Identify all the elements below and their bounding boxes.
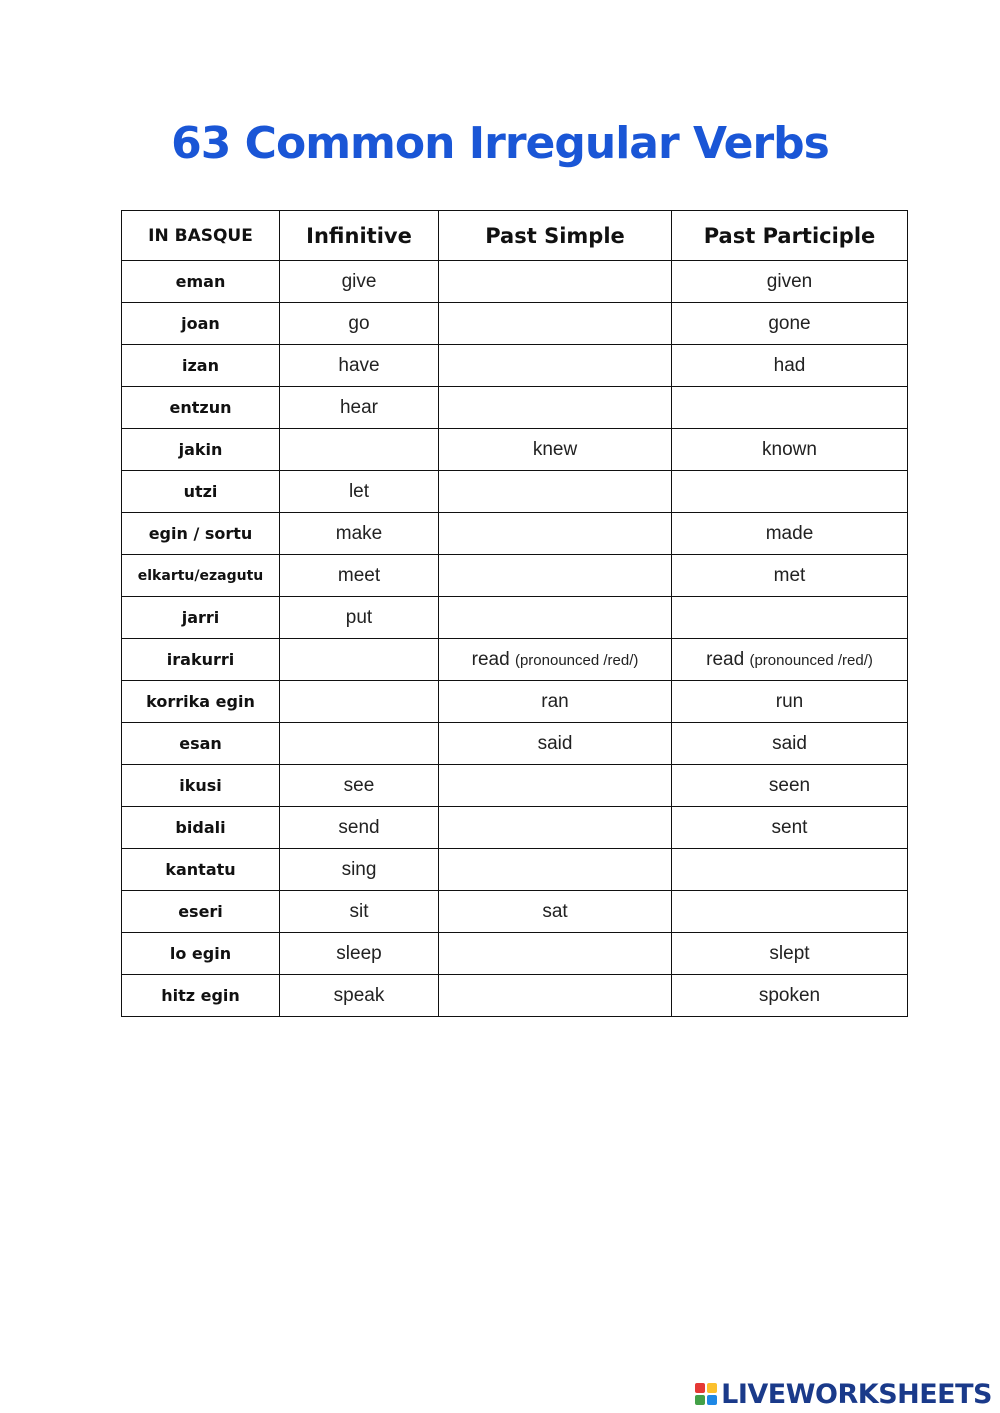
cell-basque: korrika egin — [122, 681, 280, 723]
past-simple-value: ran — [541, 690, 569, 712]
table-row — [122, 723, 908, 765]
cell-past-simple — [439, 429, 672, 471]
cell-infinitive: hear — [280, 387, 439, 429]
cell-basque: elkartu/ezagutu — [122, 555, 280, 597]
cell-past-simple — [439, 345, 672, 387]
cell-past-participle — [672, 975, 908, 1017]
past-participle-value: gone — [768, 312, 811, 334]
past-participle-value: run — [775, 690, 804, 712]
past-participle-value: seen — [768, 774, 811, 796]
past-participle-value: read — [706, 648, 745, 670]
cell-past-participle — [672, 723, 908, 765]
cell-basque: irakurri — [122, 639, 280, 681]
cell-infinitive — [280, 429, 439, 471]
cell-basque: hitz egin — [122, 975, 280, 1017]
table-row — [122, 681, 908, 723]
cell-basque: entzun — [122, 387, 280, 429]
table-row — [122, 555, 908, 597]
liveworksheets-logo-icon — [695, 1383, 717, 1405]
cell-past-participle — [672, 303, 908, 345]
table-row — [122, 639, 908, 681]
table-row — [122, 513, 908, 555]
page-title: 63 Common Irregular Verbs — [171, 118, 829, 169]
table-header-row — [122, 211, 908, 261]
cell-past-simple — [439, 471, 672, 513]
table-row — [122, 345, 908, 387]
cell-past-participle — [672, 429, 908, 471]
cell-infinitive: sing — [280, 849, 439, 891]
cell-basque: utzi — [122, 471, 280, 513]
past-simple-value: said — [537, 732, 573, 754]
table-row — [122, 429, 908, 471]
past-participle-value: said — [772, 732, 807, 754]
verbs-table — [121, 210, 908, 1017]
table-row — [122, 303, 908, 345]
past-simple-value: read — [471, 648, 510, 670]
cell-past-simple — [439, 765, 672, 807]
past-participle-value: known — [762, 438, 817, 460]
cell-infinitive — [280, 681, 439, 723]
verbs-table-body — [122, 261, 908, 1017]
table-row — [122, 765, 908, 807]
past-participle-value: given — [766, 270, 813, 292]
cell-basque: izan — [122, 345, 280, 387]
table-row — [122, 933, 908, 975]
past-participle-note: (pronounced /red/) — [749, 651, 873, 669]
past-simple-value: sat — [542, 900, 568, 922]
cell-past-simple — [439, 933, 672, 975]
cell-infinitive: sleep — [280, 933, 439, 975]
cell-past-simple — [439, 975, 672, 1017]
cell-past-participle — [672, 807, 908, 849]
cell-past-participle — [672, 681, 908, 723]
cell-infinitive — [280, 639, 439, 681]
cell-infinitive: go — [280, 303, 439, 345]
cell-infinitive: make — [280, 513, 439, 555]
cell-infinitive: let — [280, 471, 439, 513]
table-row — [122, 975, 908, 1017]
table-row — [122, 849, 908, 891]
cell-basque: bidali — [122, 807, 280, 849]
liveworksheets-logo — [695, 1379, 992, 1409]
cell-past-simple — [439, 303, 672, 345]
cell-basque: esan — [122, 723, 280, 765]
cell-infinitive — [280, 723, 439, 765]
table-row — [122, 261, 908, 303]
table-row — [122, 891, 908, 933]
header-basque: IN BASQUE — [122, 211, 280, 261]
table-row — [122, 387, 908, 429]
cell-past-participle — [672, 891, 908, 933]
cell-past-participle — [672, 387, 908, 429]
past-participle-value: spoken — [758, 984, 821, 1006]
cell-past-simple — [439, 891, 672, 933]
cell-infinitive: put — [280, 597, 439, 639]
cell-past-participle — [672, 765, 908, 807]
cell-basque: eseri — [122, 891, 280, 933]
past-participle-value: met — [773, 564, 806, 586]
cell-infinitive: sit — [280, 891, 439, 933]
table-row — [122, 807, 908, 849]
past-participle-value: had — [773, 354, 806, 376]
table-row — [122, 597, 908, 639]
cell-past-simple — [439, 387, 672, 429]
cell-past-participle — [672, 513, 908, 555]
cell-infinitive: meet — [280, 555, 439, 597]
past-participle-value: made — [765, 522, 814, 544]
cell-basque: eman — [122, 261, 280, 303]
cell-basque: jakin — [122, 429, 280, 471]
header-past-simple: Past Simple — [439, 211, 672, 261]
past-simple-note: (pronounced /red/) — [514, 651, 639, 669]
cell-basque: kantatu — [122, 849, 280, 891]
header-past-participle: Past Participle — [672, 211, 908, 261]
cell-past-participle — [672, 849, 908, 891]
cell-infinitive: give — [280, 261, 439, 303]
cell-infinitive: have — [280, 345, 439, 387]
cell-past-participle — [672, 639, 908, 681]
cell-basque: lo egin — [122, 933, 280, 975]
cell-past-simple — [439, 555, 672, 597]
cell-past-simple — [439, 723, 672, 765]
cell-past-simple — [439, 681, 672, 723]
cell-infinitive: see — [280, 765, 439, 807]
cell-infinitive: send — [280, 807, 439, 849]
cell-past-participle — [672, 933, 908, 975]
cell-past-simple — [439, 807, 672, 849]
past-participle-value: sent — [771, 816, 808, 838]
cell-past-participle — [672, 471, 908, 513]
cell-infinitive: speak — [280, 975, 439, 1017]
cell-past-participle — [672, 261, 908, 303]
cell-basque: joan — [122, 303, 280, 345]
cell-basque: ikusi — [122, 765, 280, 807]
cell-past-participle — [672, 345, 908, 387]
header-infinitive: Infinitive — [280, 211, 439, 261]
brand-name: LIVEWORKSHEETS — [721, 1378, 992, 1410]
table-row — [122, 471, 908, 513]
cell-past-participle — [672, 597, 908, 639]
cell-past-simple — [439, 849, 672, 891]
cell-basque: egin / sortu — [122, 513, 280, 555]
cell-past-participle — [672, 555, 908, 597]
cell-past-simple — [439, 513, 672, 555]
cell-basque: jarri — [122, 597, 280, 639]
past-participle-value: slept — [769, 942, 810, 964]
cell-past-simple — [439, 597, 672, 639]
cell-past-simple — [439, 261, 672, 303]
cell-past-simple — [439, 639, 672, 681]
past-simple-value: knew — [532, 438, 578, 460]
